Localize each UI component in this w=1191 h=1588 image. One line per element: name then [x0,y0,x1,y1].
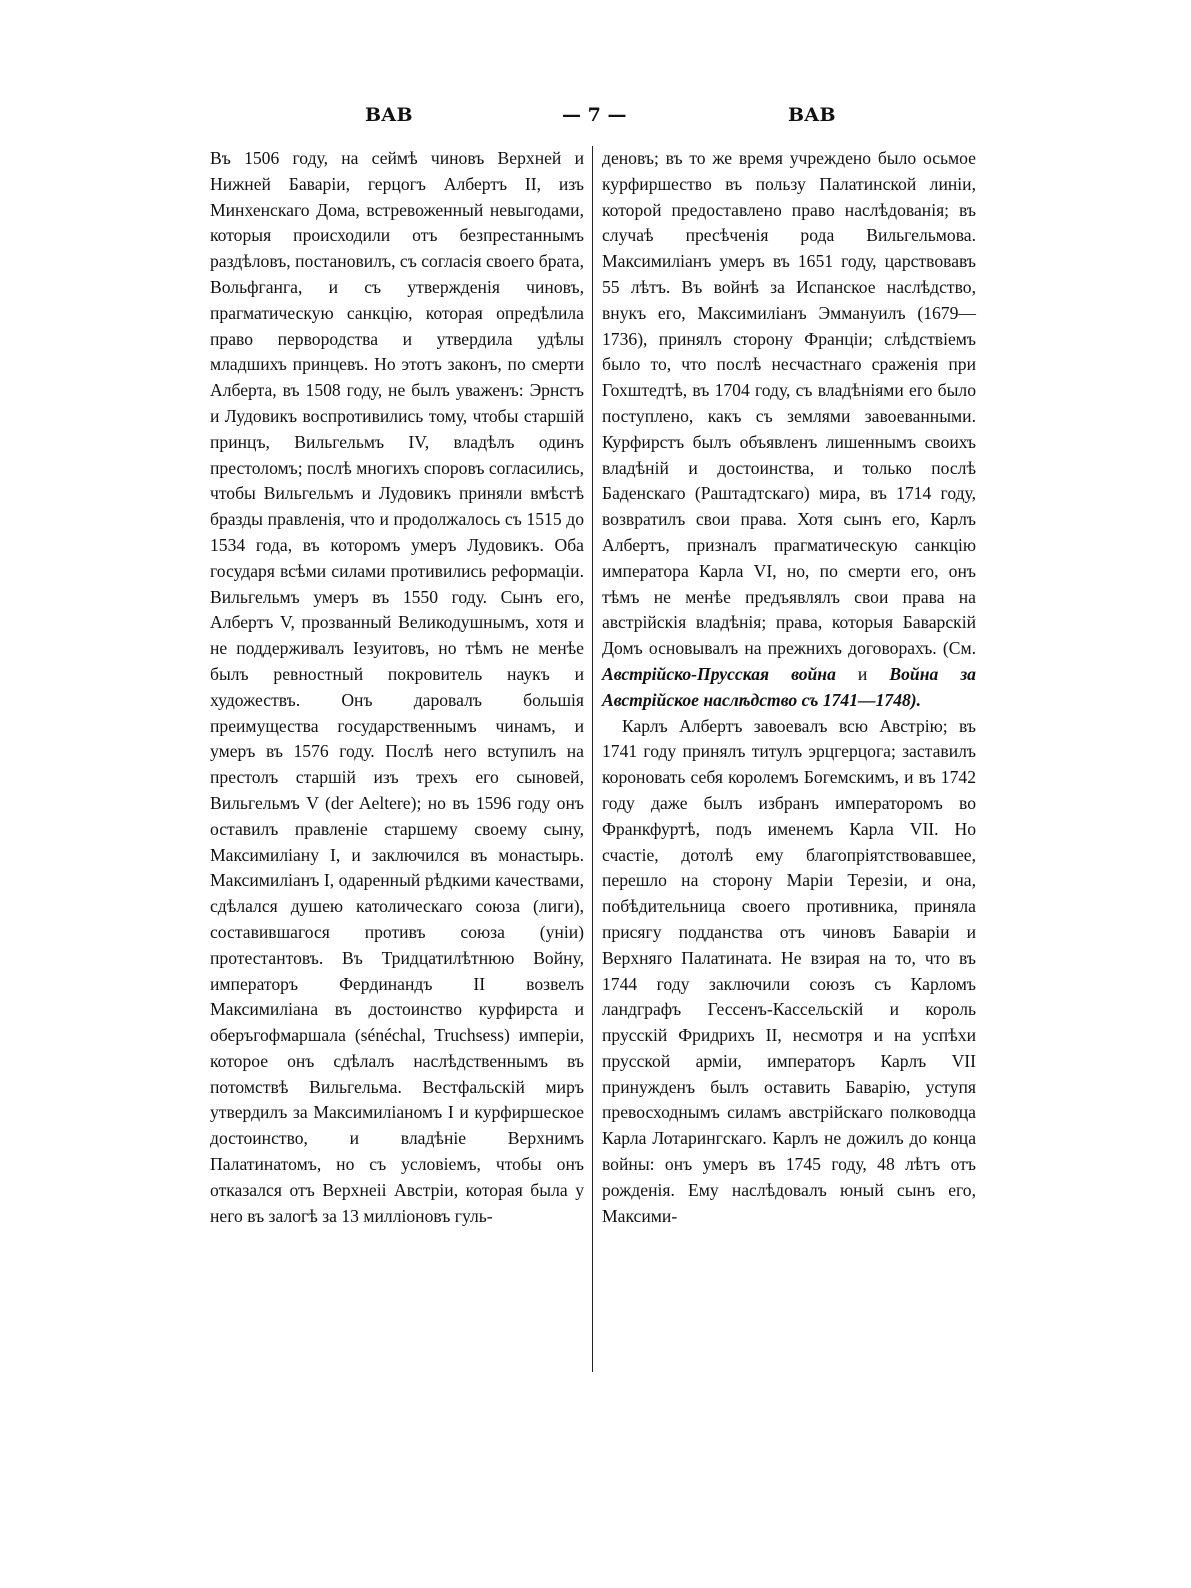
right-paragraph-2: Карлъ Албертъ завоевалъ всю Австрію; въ 1741 году принялъ титулъ эрцгерцога; заставилъ короновать себя королемъ Богемскимъ, и въ 1742 году даже былъ избранъ императоромъ во Франкфуртѣ, подъ именемъ Карла VII. Но счастіе, дотолѣ ему благопріятствовавшее, перешло на сторону Маріи Терезіи, и она, побѣдительница своего противника, приняла присягу подданства отъ чиновъ Баваріи и Верхняго Палатината. Не взирая на то, что въ 1744 году заключили союзъ съ Карломъ ландграфъ Гессенъ-Кассельскій и король прусскій Фридрихъ II, несмотря и на успѣхи прусской арміи, императоръ Карлъ VII принужденъ былъ оставить Баварію, уступя превосходнымъ силамъ австрійскаго полководца Карла Лотарингскаго. Карлъ не дожилъ до конца войны: онъ умеръ въ 1745 году, 48 лѣтъ отъ рожденія. Ему наслѣдовалъ юный сынъ его, Максими- [602,715,976,1226]
conjunction: и [857,663,868,684]
header-left-keyword: ВАВ [365,104,413,126]
right-paragraph-1-text: деновъ; въ то же время учреждено было осьмое курфиршество въ пользу Палатинской линіи, которой предоставлено право наслѣдованія; въ случаѣ пресѣченія рода Вильгельмова. Максимиліанъ умеръ въ 1651 году, царствовавъ 55 лѣтъ. Въ войнѣ за Испанское наслѣдство, внукъ его, Максимиліанъ Эммануилъ (1679—1736), принялъ сторону Франціи; слѣдствіемъ было то, что послѣ несчастнаго сраженія при Гохштедтѣ, въ 1704 году, съ владѣніями его было поступлено, какъ съ землями завоеванными. Курфирстъ былъ объявленъ лишеннымъ своихъ владѣній и достоинства, и только послѣ Баденскаго (Раштадтскаго) мира, въ 1714 году, возвратилъ свои права. Хотя сынъ его, Карлъ Албертъ, призналъ прагматическую санкцію императора Карла VI, но, по смерти его, онъ тѣмъ не менѣе предъявлялъ свои права на австрійскія владѣнія; права, которыя Баварскій Домъ основывалъ на прежнихъ договорахъ. (См. [602,148,976,659]
page-header [210,104,976,134]
header-right-keyword: ВАВ [788,104,836,126]
cross-reference-2: Война за Австрійское наслѣдство съ 1741—1748). [602,663,976,710]
column-divider [592,146,593,1372]
cross-reference-1: Австрійско-Прусская война [602,663,836,684]
left-column-text: Въ 1506 году, на сеймѣ чиновъ Верхней и Нижней Баваріи, герцогъ Албертъ II, изъ Минхенскаго Дома, встревоженный невыгодами, которыя происходили отъ безпрестаннымъ раздѣловъ, постановилъ, съ согласія своего брата, Вольфганга, и съ утвержденія чиновъ, прагматическую санкцію, которая опредѣлила право первородства и утвердила удѣлы младшихъ принцевъ. Но этотъ законъ, по смерти Алберта, въ 1508 году, не былъ уваженъ: Эрнстъ и Лудовикъ воспротивились тому, чтобы старшій принцъ, Вильгельмъ IV, владѣлъ одинъ престоломъ; послѣ многихъ споровъ согласились, чтобы Вильгельмъ и Лудовикъ приняли вмѣстѣ бразды правленія, что и продолжалось съ 1515 до 1534 года, въ которомъ умеръ Лудовикъ. Оба государя всѣми силами противились реформаціи. Вильгельмъ умеръ въ 1550 году. Сынъ его, Албертъ V, прозванный Великодушнымъ, хотя и не поддерживалъ Іезуитовъ, но тѣмъ не менѣе былъ ревностный покровитель наукъ и художествъ. Онъ даровалъ большія преимущества государственнымъ чинамъ, и умеръ въ 1576 году. Послѣ него вступилъ на престолъ старшій изъ трехъ его сыновей, Вильгельмъ V (der Aeltere); но въ 1596 году онъ оставилъ правленіе старшему своему сыну, Максимиліану I, и заключился въ монастырь. Максимиліанъ I, одаренный рѣдкими качествами, сдѣлался душею католическаго союза (лиги), составившагося противъ союза (уніи) протестантовъ. Въ Тридцатилѣтнюю Войну, императоръ Фердинандъ II возвелъ Максимиліана въ достоинство курфирста и оберъгофмаршала (sénéchal, Truchsess) имперіи, которое онъ сдѣлалъ наслѣдственнымъ въ потомствѣ Вильгельма. Вестфальскій миръ утвердилъ за Максимиліаномъ I и курфиршеское достоинство, и владѣніе Верхнимъ Палатинатомъ, но съ условіемъ, чтобы онъ отказался отъ Верхнеіі Австріи, которая была у него въ залогѣ за 13 милліоновъ гуль- [210,148,584,1226]
left-column [210,146,584,1229]
right-paragraph-1 [602,146,976,714]
right-column [602,146,976,1229]
page-number: — 7 — [562,104,627,126]
